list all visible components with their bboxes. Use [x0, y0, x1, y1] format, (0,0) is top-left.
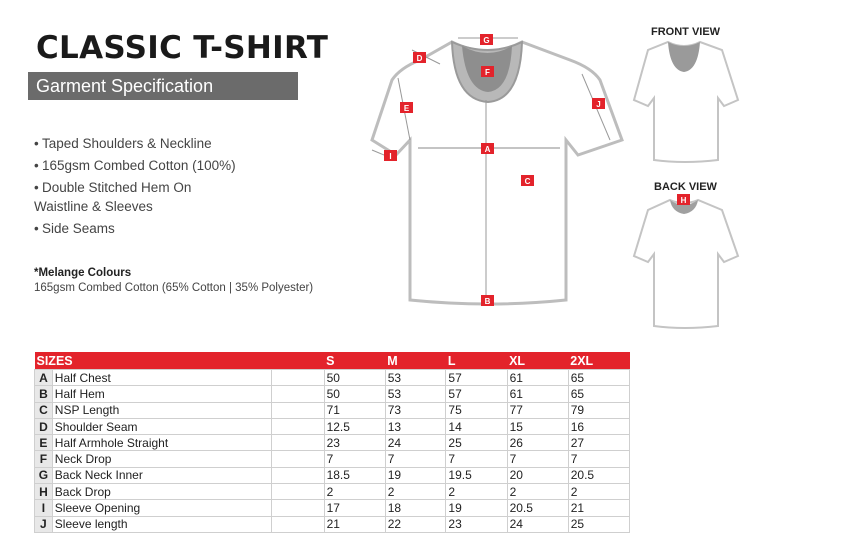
- row-value: 57: [446, 370, 507, 386]
- row-value: 7: [385, 451, 446, 467]
- row-value: 23: [324, 435, 385, 451]
- row-value: 26: [507, 435, 568, 451]
- row-value: 19: [446, 500, 507, 516]
- table-row: [35, 370, 630, 386]
- row-value: 18.5: [324, 467, 385, 483]
- table-row: [35, 418, 630, 434]
- table-row: [35, 484, 630, 500]
- row-value: 18: [385, 500, 446, 516]
- row-letter: D: [35, 418, 53, 434]
- marker-g-label: G: [483, 36, 490, 45]
- marker-d: [413, 52, 426, 63]
- page-title: CLASSIC T-SHIRT: [36, 30, 329, 66]
- row-measurement-name: Shoulder Seam: [52, 418, 271, 434]
- row-gap: [272, 418, 324, 434]
- marker-j-label: J: [596, 100, 601, 109]
- marker-f-label: F: [485, 68, 490, 77]
- page-subtitle: Garment Specification: [36, 76, 214, 96]
- marker-j: [592, 98, 605, 109]
- feature-text: Side Seams: [42, 221, 115, 236]
- row-value: 61: [507, 386, 568, 402]
- row-value: 20.5: [507, 500, 568, 516]
- row-value: 21: [568, 500, 629, 516]
- row-value: 24: [507, 516, 568, 532]
- row-value: 19.5: [446, 467, 507, 483]
- row-value: 16: [568, 418, 629, 434]
- header-sizes: SIZES: [35, 352, 272, 370]
- row-gap: [272, 500, 324, 516]
- marker-b: [481, 295, 494, 306]
- table-row: [35, 516, 630, 532]
- marker-a-label: A: [484, 145, 491, 154]
- row-measurement-name: Neck Drop: [52, 451, 271, 467]
- marker-h: [677, 194, 690, 205]
- row-value: 65: [568, 370, 629, 386]
- row-value: 65: [568, 386, 629, 402]
- row-value: 2: [385, 484, 446, 500]
- header-s: S: [324, 352, 385, 370]
- row-value: 13: [385, 418, 446, 434]
- marker-e: [400, 102, 413, 113]
- row-value: 50: [324, 370, 385, 386]
- row-letter: H: [35, 484, 53, 500]
- row-value: 53: [385, 386, 446, 402]
- feature-text: Double Stitched Hem On Waistline & Sleeves: [34, 180, 192, 214]
- row-value: 7: [507, 451, 568, 467]
- row-value: 77: [507, 402, 568, 418]
- row-value: 71: [324, 402, 385, 418]
- header-m: M: [385, 352, 446, 370]
- marker-c-label: C: [524, 177, 531, 186]
- row-value: 7: [324, 451, 385, 467]
- row-gap: [272, 435, 324, 451]
- row-letter: A: [35, 370, 53, 386]
- row-value: 19: [385, 467, 446, 483]
- row-value: 25: [446, 435, 507, 451]
- table-row: [35, 402, 630, 418]
- row-value: 57: [446, 386, 507, 402]
- row-value: 7: [568, 451, 629, 467]
- row-letter: C: [35, 402, 53, 418]
- marker-d-label: D: [416, 54, 423, 63]
- row-gap: [272, 516, 324, 532]
- row-gap: [272, 467, 324, 483]
- row-value: 15: [507, 418, 568, 434]
- back-view-label: BACK VIEW: [654, 181, 717, 193]
- header-2xl: 2XL: [568, 352, 629, 370]
- feature-item: • Double Stitched Hem On Waistline & Sleeves: [34, 180, 192, 214]
- row-value: 2: [324, 484, 385, 500]
- marker-e-label: E: [403, 104, 410, 113]
- row-measurement-name: Half Armhole Straight: [52, 435, 271, 451]
- table-row: [35, 451, 630, 467]
- row-value: 20: [507, 467, 568, 483]
- feature-text: 165gsm Combed Cotton (100%): [42, 158, 236, 173]
- row-value: 25: [568, 516, 629, 532]
- row-measurement-name: Half Chest: [52, 370, 271, 386]
- row-letter: G: [35, 467, 53, 483]
- table-header-row: [35, 352, 630, 370]
- table-row: [35, 386, 630, 402]
- header-gap: [272, 352, 324, 370]
- melange-text: 165gsm Combed Cotton (65% Cotton | 35% Polyester): [34, 282, 314, 294]
- row-gap: [272, 402, 324, 418]
- header-xl: XL: [507, 352, 568, 370]
- marker-c: [521, 175, 534, 186]
- row-value: 2: [568, 484, 629, 500]
- marker-h-label: H: [680, 196, 687, 205]
- row-measurement-name: Sleeve length: [52, 516, 271, 532]
- table-row: [35, 435, 630, 451]
- row-measurement-name: Back Neck Inner: [52, 467, 271, 483]
- row-value: 24: [385, 435, 446, 451]
- row-gap: [272, 484, 324, 500]
- header-l: L: [446, 352, 507, 370]
- row-letter: J: [35, 516, 53, 532]
- marker-b-label: B: [484, 297, 491, 306]
- row-value: 20.5: [568, 467, 629, 483]
- row-value: 22: [385, 516, 446, 532]
- row-letter: E: [35, 435, 53, 451]
- feature-text: Taped Shoulders & Neckline: [42, 136, 212, 151]
- marker-f: [481, 66, 494, 77]
- marker-i: [384, 150, 397, 161]
- row-value: 23: [446, 516, 507, 532]
- row-value: 14: [446, 418, 507, 434]
- row-value: 27: [568, 435, 629, 451]
- row-value: 12.5: [324, 418, 385, 434]
- row-value: 21: [324, 516, 385, 532]
- row-gap: [272, 386, 324, 402]
- feature-item: • Side Seams: [34, 221, 115, 236]
- row-measurement-name: Sleeve Opening: [52, 500, 271, 516]
- row-value: 2: [507, 484, 568, 500]
- row-value: 73: [385, 402, 446, 418]
- row-value: 50: [324, 386, 385, 402]
- row-measurement-name: NSP Length: [52, 402, 271, 418]
- row-measurement-name: Back Drop: [52, 484, 271, 500]
- row-letter: B: [35, 386, 53, 402]
- feature-item: • Taped Shoulders & Neckline: [34, 136, 212, 151]
- row-value: 2: [446, 484, 507, 500]
- back-view-tshirt: [634, 200, 738, 328]
- row-gap: [272, 451, 324, 467]
- marker-i-label: I: [389, 152, 392, 161]
- melange-title: *Melange Colours: [34, 267, 132, 279]
- marker-g: [480, 34, 493, 45]
- row-letter: F: [35, 451, 53, 467]
- table-row: [35, 500, 630, 516]
- row-measurement-name: Half Hem: [52, 386, 271, 402]
- row-value: 17: [324, 500, 385, 516]
- row-value: 7: [446, 451, 507, 467]
- row-value: 61: [507, 370, 568, 386]
- row-letter: I: [35, 500, 53, 516]
- table-body: [35, 370, 630, 533]
- size-spec-table: [34, 352, 630, 533]
- front-view-label: FRONT VIEW: [651, 26, 721, 38]
- feature-item: • 165gsm Combed Cotton (100%): [34, 158, 236, 173]
- marker-a: [481, 143, 494, 154]
- row-value: 79: [568, 402, 629, 418]
- table-row: [35, 467, 630, 483]
- row-value: 75: [446, 402, 507, 418]
- row-gap: [272, 370, 324, 386]
- row-value: 53: [385, 370, 446, 386]
